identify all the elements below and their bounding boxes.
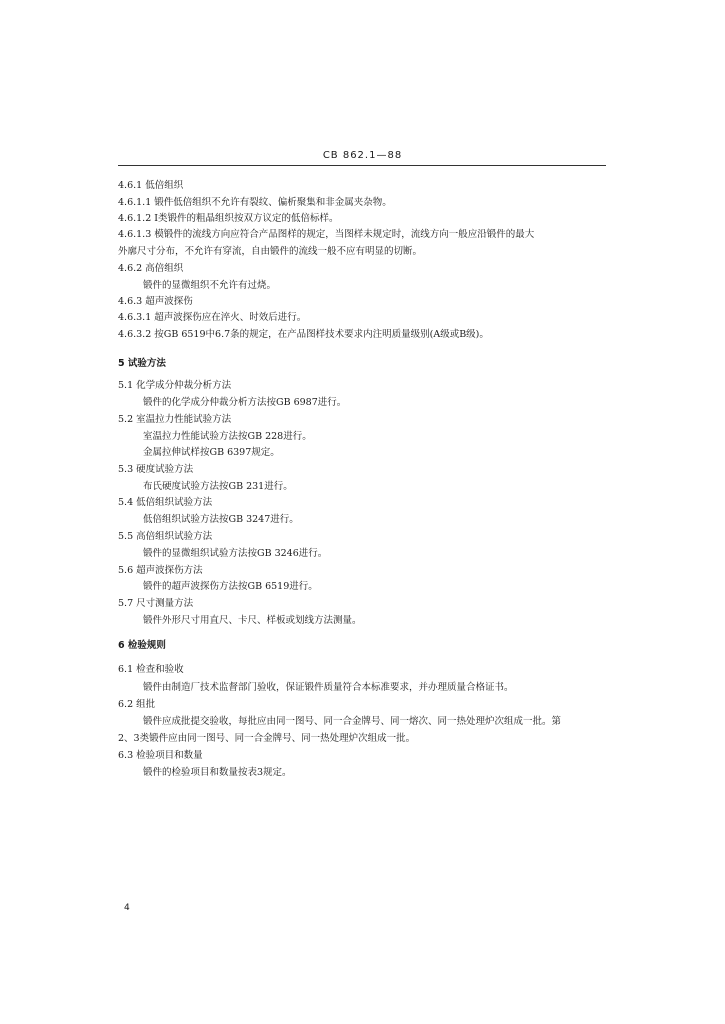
text-line: 4.6.2 高倍组织 (118, 263, 184, 274)
text-line: 4.6.1 低倍组织 (118, 180, 184, 191)
text-line: 4.6.3.1 超声波探伤应在淬火、时效后进行。 (118, 312, 307, 323)
text-line: 室温拉力性能试验方法按GB 228进行。 (143, 431, 312, 442)
text-line: 低倍组织试验方法按GB 3247进行。 (143, 514, 299, 525)
text-line: 4.6.3.2 按GB 6519中6.7条的规定，在产品图样技术要求内注明质量级别(A级或B级)。 (118, 329, 489, 340)
text-line: 布氏硬度试验方法按GB 231进行。 (143, 481, 293, 492)
page-number: 4 (124, 903, 130, 913)
text-line: 5.7 尺寸测量方法 (118, 598, 194, 609)
text-line: 锻件外形尺寸用直尺、卡尺、样板或划线方法测量。 (143, 615, 362, 626)
text-line: 5.6 超声波探伤方法 (118, 565, 203, 576)
text-line: 5.3 硬度试验方法 (118, 464, 194, 475)
text-line: 金属拉伸试样按GB 6397规定。 (143, 447, 280, 458)
text-line: 5.1 化学成分仲裁分析方法 (118, 380, 232, 391)
text-line: 5.4 低倍组织试验方法 (118, 497, 213, 508)
section-heading: 5 试验方法 (118, 358, 166, 369)
text-line: 锻件的检验项目和数量按表3规定。 (143, 767, 292, 778)
text-line: 锻件由制造厂技术监督部门验收，保证锻件质量符合本标准要求，并办理质量合格证书。 (143, 682, 514, 693)
text-line: 6.3 检验项目和数量 (118, 750, 203, 761)
text-line: 6.2 组批 (118, 699, 156, 710)
text-line: 锻件的显微组织不允许有过烧。 (143, 280, 277, 291)
text-line: 锻件的超声波探伤方法按GB 6519进行。 (143, 581, 318, 592)
text-line: 4.6.1.1 锻件低倍组织不允许有裂纹、偏析聚集和非金属夹杂物。 (118, 197, 392, 208)
text-line: 锻件的化学成分仲裁分析方法按GB 6987进行。 (143, 397, 347, 408)
header-rule (118, 165, 606, 166)
text-line: 锻件的显微组织试验方法按GB 3246进行。 (143, 548, 328, 559)
section-heading: 6 检验规则 (118, 640, 166, 651)
text-line: 4.6.3 超声波探伤 (118, 296, 193, 307)
document-header: CB 862.1—88 (322, 150, 403, 161)
text-line: 5.2 室温拉力性能试验方法 (118, 414, 232, 425)
text-line: 4.6.1.2 I类锻件的粗晶组织按双方议定的低倍标样。 (118, 213, 339, 224)
text-line: 2、3类锻件应由同一图号、同一合金牌号、同一热处理炉次组成一批。 (118, 733, 416, 744)
text-line: 外廓尺寸分布，不允许有穿流，自由锻件的流线一般不应有明显的切断。 (118, 246, 423, 257)
text-line: 4.6.1.3 模锻件的流线方向应符合产品图样的规定，当图样未规定时，流线方向一般应沿锻件的最大 (118, 229, 535, 240)
text-line: 锻件应成批提交验收，每批应由同一图号、同一合金牌号、同一熔次、同一热处理炉次组成一批。第 (143, 716, 562, 727)
text-line: 6.1 检查和验收 (118, 664, 184, 675)
text-line: 5.5 高倍组织试验方法 (118, 531, 213, 542)
